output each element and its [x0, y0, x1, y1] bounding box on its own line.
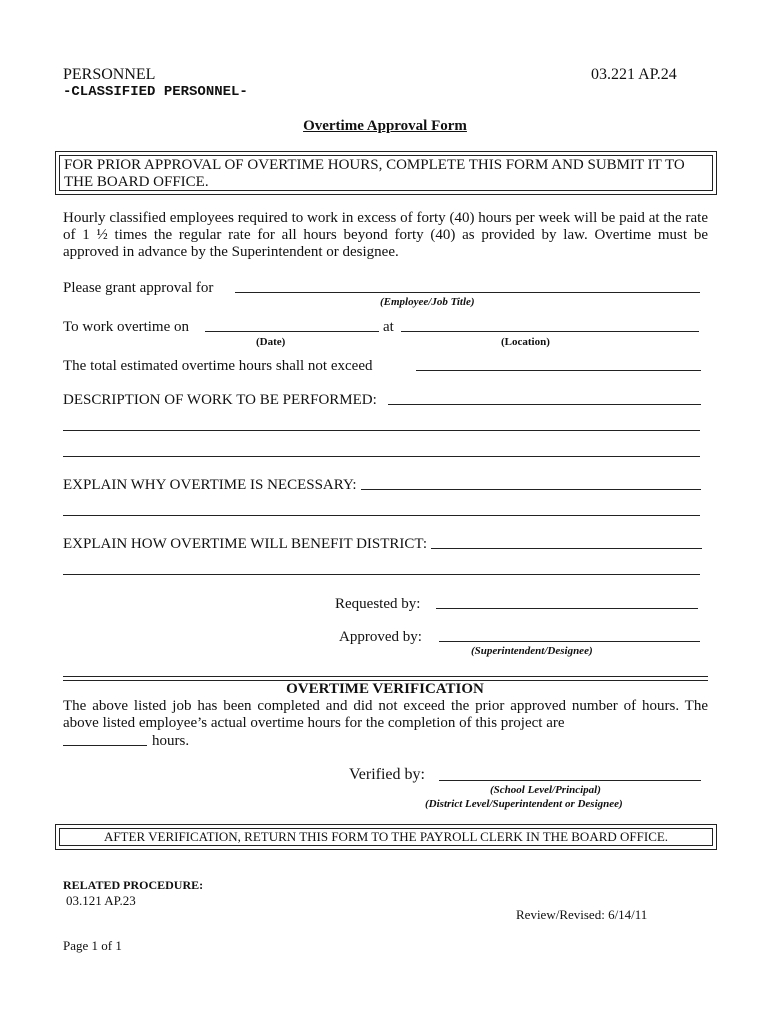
approved-by-label: Approved by:: [339, 629, 422, 645]
overtime-date-field[interactable]: [205, 331, 379, 332]
return-notice: AFTER VERIFICATION, RETURN THIS FORM TO THE PAYROLL CLERK IN THE BOARD OFFICE.: [103, 829, 669, 844]
employee-job-title-caption: (Employee/Job Title): [380, 296, 475, 308]
benefit-label: EXPLAIN HOW OVERTIME WILL BENEFIT DISTRICT:: [63, 536, 428, 552]
subsection-heading: -CLASSIFIED PERSONNEL-: [63, 84, 248, 100]
requested-by-field[interactable]: [436, 608, 698, 609]
grant-approval-label: Please grant approval for: [63, 280, 214, 296]
verified-by-label: Verified by:: [349, 766, 425, 783]
necessity-label: EXPLAIN WHY OVERTIME IS NECESSARY:: [63, 477, 357, 493]
prior-approval-notice: FOR PRIOR APPROVAL OF OVERTIME HOURS, COMPLETE THIS FORM AND SUBMIT IT TO THE BOARD OFFICE.: [64, 157, 685, 190]
related-procedure-label: RELATED PROCEDURE:: [63, 878, 204, 892]
necessity-field-line-1[interactable]: [361, 489, 701, 490]
work-description-field-line-1[interactable]: [388, 404, 701, 405]
location-caption: (Location): [501, 336, 550, 348]
max-hours-label: The total estimated overtime hours shall not exceed: [63, 358, 373, 374]
policy-code: 03.221 AP.24: [591, 66, 677, 83]
verified-by-field[interactable]: [439, 780, 701, 781]
requested-by-label: Requested by:: [335, 596, 421, 612]
district-level-caption: (District Level/Superintendent or Designee): [425, 798, 623, 810]
date-caption: (Date): [256, 336, 286, 348]
intro-paragraph: Hourly classified employees required to work in excess of forty (40) hours per week will be paid at the rate of 1 ½ times the regular rate for all hours beyond forty (40) as provided by law. Overtime must be approved in advance by the Superintendent or designee.: [63, 210, 708, 260]
necessity-field-line-2[interactable]: [63, 515, 700, 516]
approved-by-field[interactable]: [439, 641, 700, 642]
approved-by-caption: (Superintendent/Designee): [471, 645, 593, 657]
page-number: Page 1 of 1: [63, 938, 122, 953]
actual-hours-field[interactable]: [63, 745, 147, 746]
verification-text: The above listed job has been completed and did not exceed the prior approved number of hours. The above listed employee’s actual overtime hours for the completion of this project are: [63, 698, 708, 731]
location-field[interactable]: [401, 331, 699, 332]
work-description-field-line-2[interactable]: [63, 430, 700, 431]
benefit-field-line-2[interactable]: [63, 574, 700, 575]
max-hours-field[interactable]: [416, 370, 701, 371]
work-description-field-line-3[interactable]: [63, 456, 700, 457]
return-notice-box: [55, 824, 717, 850]
verification-paragraph: [63, 698, 708, 732]
related-procedure-code: 03.121 AP.23: [66, 893, 136, 908]
location-at-label: at: [383, 319, 394, 335]
benefit-field-line-1[interactable]: [431, 548, 702, 549]
school-level-caption: (School Level/Principal): [490, 784, 601, 796]
prior-approval-notice-box: [55, 151, 717, 195]
overtime-date-label: To work overtime on: [63, 319, 190, 335]
work-description-label: DESCRIPTION OF WORK TO BE PERFORMED:: [63, 392, 377, 408]
form-title: Overtime Approval Form: [303, 118, 467, 134]
revision-date: Review/Revised: 6/14/11: [516, 907, 648, 922]
hours-suffix: hours.: [152, 733, 190, 749]
employee-job-title-field[interactable]: [235, 292, 700, 293]
section-heading: PERSONNEL: [63, 66, 156, 83]
verification-heading: OVERTIME VERIFICATION: [286, 681, 484, 697]
